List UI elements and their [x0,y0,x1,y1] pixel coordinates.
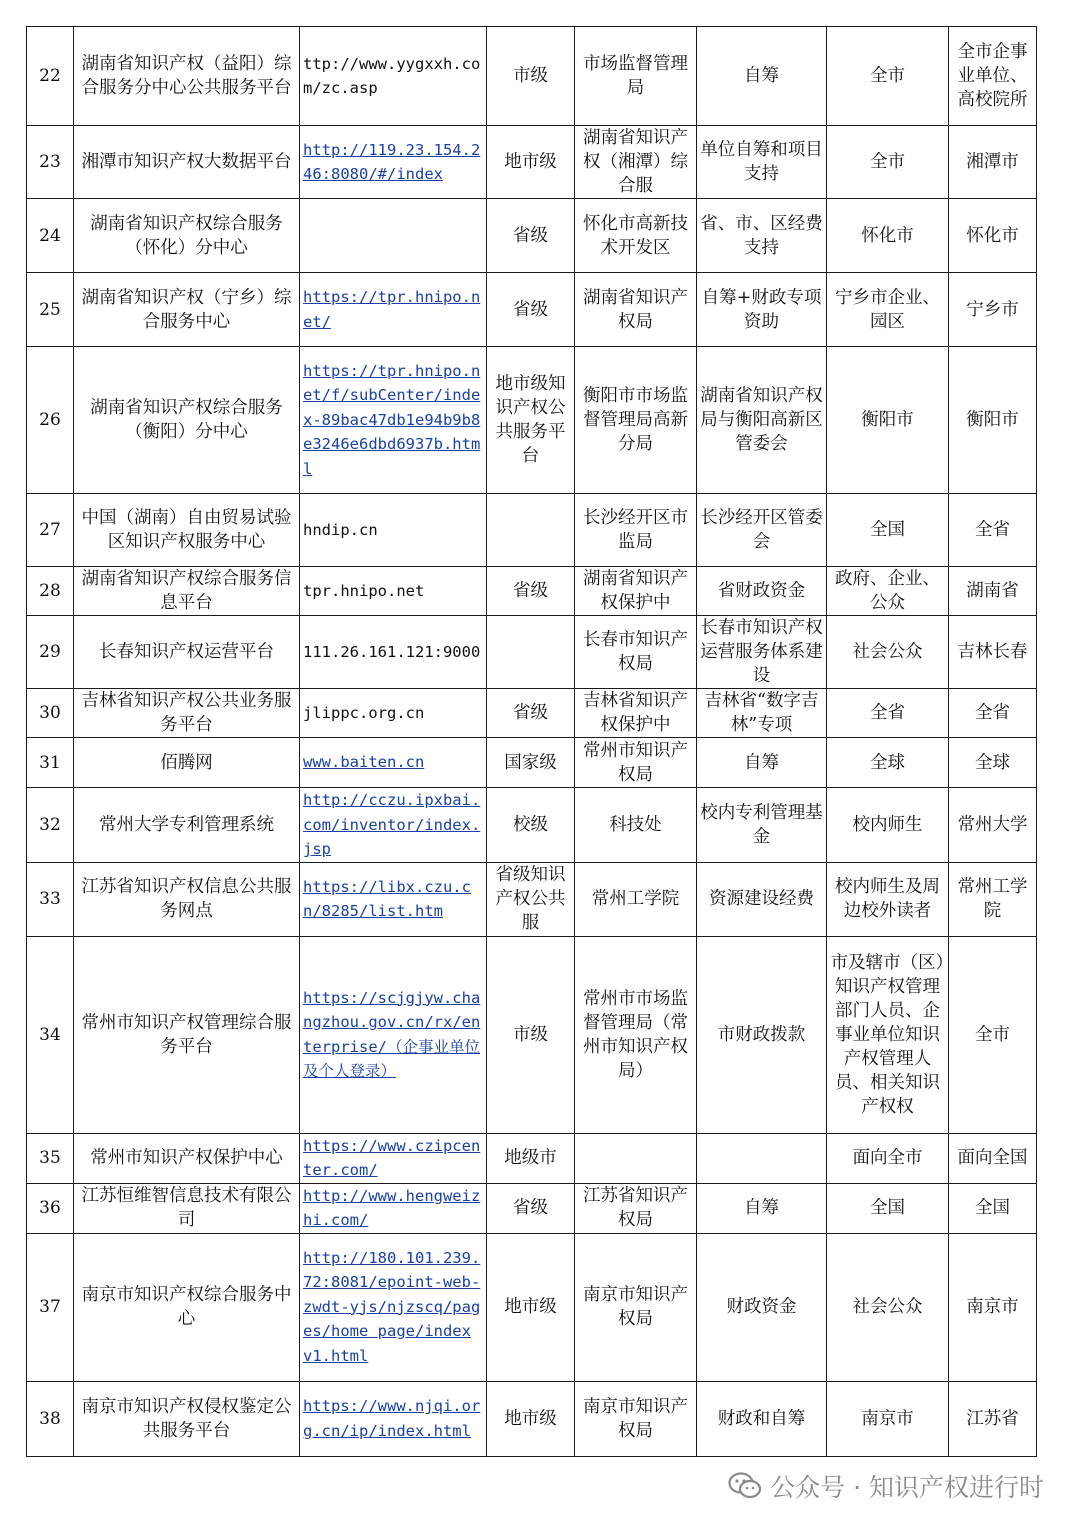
row-number-cell: 25 [27,273,74,347]
level-cell: 市级 [487,27,575,126]
level-cell: 省级 [487,567,575,616]
website-cell [300,1233,487,1381]
level-cell: 省级 [487,1183,575,1233]
website-link[interactable]: http://180.101.239.72:8081/epoint-web-zwdt-yjs/njzscq/pages/home page/index v1.html [303,1248,481,1365]
funding-cell: 自筹 [697,27,827,126]
watermark-text: 公众号 · 知识产权进行时 [770,1473,1044,1502]
service-scope-cell: 全省 [827,689,949,738]
row-number-cell: 28 [27,567,74,616]
table-row [27,273,1037,347]
website-link[interactable]: https://scjgjyw.changzhou.gov.cn/rx/enterprise/（企事业单位及个人登录） [303,988,481,1080]
website-cell [300,567,487,616]
platform-table [26,26,1037,1457]
table-row [27,1183,1037,1233]
service-scope-cell: 南京市 [827,1381,949,1456]
service-scope-cell: 全球 [827,738,949,788]
funding-cell: 财政资金 [697,1233,827,1381]
coverage-cell: 全省 [949,689,1037,738]
organizer-cell: 吉林省知识产权保护中 [575,689,697,738]
funding-cell: 财政和自筹 [697,1381,827,1456]
website-text: ttp://www.yygxxh.com/zc.asp [303,54,481,97]
organizer-cell: 南京市知识产权局 [575,1233,697,1381]
table-row [27,689,1037,738]
platform-name-cell: 常州大学专利管理系统 [74,788,300,863]
website-cell [300,347,487,494]
row-number-cell: 24 [27,199,74,273]
website-link[interactable]: www.baiten.cn [303,753,425,772]
table-row [27,1133,1037,1183]
funding-cell: 单位自筹和项目支持 [697,126,827,199]
table-row [27,936,1037,1133]
coverage-cell: 衡阳市 [949,347,1037,494]
organizer-cell: 湖南省知识产权保护中 [575,567,697,616]
platform-name-cell: 湘潭市知识产权大数据平台 [74,126,300,199]
service-scope-cell: 政府、企业、公众 [827,567,949,616]
level-cell [487,494,575,567]
organizer-cell: 科技处 [575,788,697,863]
website-link[interactable]: https://www.njqi.org.cn/ip/index.html [303,1397,481,1440]
service-scope-cell: 衡阳市 [827,347,949,494]
platform-name-cell: 佰腾网 [74,738,300,788]
row-number-cell: 27 [27,494,74,567]
row-number-cell: 26 [27,347,74,494]
level-cell: 国家级 [487,738,575,788]
table-row [27,1381,1037,1456]
service-scope-cell: 校内师生及周边校外读者 [827,862,949,936]
funding-cell: 市财政拨款 [697,936,827,1133]
row-number-cell: 29 [27,616,74,689]
organizer-cell: 市场监督管理局 [575,27,697,126]
website-cell [300,616,487,689]
website-cell [300,1381,487,1456]
funding-cell: 自筹 [697,738,827,788]
coverage-cell: 面向全国 [949,1133,1037,1183]
funding-cell: 资源建设经费 [697,862,827,936]
coverage-cell: 湖南省 [949,567,1037,616]
coverage-cell: 全国 [949,1183,1037,1233]
website-text: 111.26.161.121:9000 [303,642,481,661]
website-cell [300,862,487,936]
website-link[interactable]: https://tpr.hnipo.net/f/subCenter/index-89bac47db1e94b9b8e3246e6dbd6937b.html [303,361,481,478]
service-scope-cell: 宁乡市企业、园区 [827,273,949,347]
coverage-cell: 江苏省 [949,1381,1037,1456]
organizer-cell: 常州市知识产权局 [575,738,697,788]
level-cell: 省级 [487,689,575,738]
table-row [27,347,1037,494]
table-row [27,494,1037,567]
platform-name-cell: 长春知识产权运营平台 [74,616,300,689]
website-link[interactable]: http://www.hengweizhi.com/ [303,1186,481,1229]
row-number-cell: 32 [27,788,74,863]
row-number-cell: 22 [27,27,74,126]
level-cell: 地级市 [487,1133,575,1183]
service-scope-cell: 市及辖市（区）知识产权管理部门人员、企事业单位知识产权管理人员、相关知识产权权 [827,936,949,1133]
organizer-cell: 湖南省知识产权局 [575,273,697,347]
website-cell [300,27,487,126]
coverage-cell: 全球 [949,738,1037,788]
funding-cell: 省财政资金 [697,567,827,616]
row-number-cell: 31 [27,738,74,788]
funding-cell: 吉林省“数字吉林”专项 [697,689,827,738]
website-link[interactable]: http://cczu.ipxbai.com/inventor/index.jsp [303,791,481,858]
funding-cell: 校内专利管理基金 [697,788,827,863]
level-cell: 省级 [487,273,575,347]
organizer-cell: 怀化市高新技术开发区 [575,199,697,273]
coverage-cell: 宁乡市 [949,273,1037,347]
watermark [728,1466,1044,1506]
organizer-cell: 衡阳市市场监督管理局高新分局 [575,347,697,494]
service-scope-cell: 怀化市 [827,199,949,273]
service-scope-cell: 校内师生 [827,788,949,863]
row-number-cell: 36 [27,1183,74,1233]
website-link[interactable]: https://www.czipcenter.com/ [303,1136,481,1179]
platform-name-cell: 湖南省知识产权综合服务信息平台 [74,567,300,616]
level-cell: 地市级 [487,126,575,199]
row-number-cell: 33 [27,862,74,936]
coverage-cell: 怀化市 [949,199,1037,273]
website-text: hndip.cn [303,520,378,539]
funding-cell: 自筹 [697,1183,827,1233]
organizer-cell: 长春市知识产权局 [575,616,697,689]
organizer-cell [575,1133,697,1183]
row-number-cell: 38 [27,1381,74,1456]
table-row [27,1233,1037,1381]
coverage-cell: 全市企事业单位、高校院所 [949,27,1037,126]
organizer-cell: 南京市知识产权局 [575,1381,697,1456]
organizer-cell: 湖南省知识产权（湘潭）综合服 [575,126,697,199]
platform-name-cell: 湖南省知识产权综合服务（衡阳）分中心 [74,347,300,494]
coverage-cell: 全市 [949,936,1037,1133]
platform-name-cell: 常州市知识产权保护中心 [74,1133,300,1183]
website-link[interactable]: https://tpr.hnipo.net/ [303,288,481,331]
platform-name-cell: 南京市知识产权侵权鉴定公共服务平台 [74,1381,300,1456]
table-row [27,27,1037,126]
website-cell [300,273,487,347]
website-cell [300,689,487,738]
row-number-cell: 30 [27,689,74,738]
row-number-cell: 34 [27,936,74,1133]
level-cell: 校级 [487,788,575,863]
table-row [27,788,1037,863]
coverage-cell: 南京市 [949,1233,1037,1381]
level-cell: 市级 [487,936,575,1133]
level-cell: 地市级 [487,1381,575,1456]
row-number-cell: 35 [27,1133,74,1183]
coverage-cell: 吉林长春 [949,616,1037,689]
coverage-cell: 湘潭市 [949,126,1037,199]
website-text: tpr.hnipo.net [303,581,425,600]
table-row [27,126,1037,199]
service-scope-cell: 全国 [827,1183,949,1233]
website-link[interactable]: https://libx.czu.cn/8285/list.htm [303,877,471,920]
service-scope-cell: 全市 [827,27,949,126]
table-row [27,616,1037,689]
platform-name-cell: 江苏省知识产权信息公共服务网点 [74,862,300,936]
platform-name-cell: 湖南省知识产权综合服务（怀化）分中心 [74,199,300,273]
website-cell [300,494,487,567]
website-link[interactable]: http://119.23.154.246:8080/#/index [303,140,481,183]
level-cell [487,616,575,689]
table-row [27,738,1037,788]
platform-name-cell: 湖南省知识产权（宁乡）综合服务中心 [74,273,300,347]
website-cell [300,1183,487,1233]
service-scope-cell: 社会公众 [827,616,949,689]
organizer-cell: 江苏省知识产权局 [575,1183,697,1233]
table-row [27,567,1037,616]
level-cell: 地市级知识产权公共服务平台 [487,347,575,494]
coverage-cell: 常州大学 [949,788,1037,863]
level-cell: 地市级 [487,1233,575,1381]
service-scope-cell: 面向全市 [827,1133,949,1183]
service-scope-cell: 全市 [827,126,949,199]
coverage-cell: 全省 [949,494,1037,567]
service-scope-cell: 全国 [827,494,949,567]
organizer-cell: 长沙经开区市监局 [575,494,697,567]
table-row [27,862,1037,936]
website-cell [300,1133,487,1183]
platform-name-cell: 中国（湖南）自由贸易试验区知识产权服务中心 [74,494,300,567]
platform-name-cell: 湖南省知识产权（益阳）综合服务分中心公共服务平台 [74,27,300,126]
website-cell [300,788,487,863]
funding-cell: 自筹+财政专项资助 [697,273,827,347]
service-scope-cell: 社会公众 [827,1233,949,1381]
funding-cell [697,1133,827,1183]
table-row [27,199,1037,273]
funding-cell: 长沙经开区管委会 [697,494,827,567]
organizer-cell: 常州工学院 [575,862,697,936]
platform-name-cell: 常州市知识产权管理综合服务平台 [74,936,300,1133]
wechat-icon [728,1471,762,1501]
funding-cell: 湖南省知识产权局与衡阳高新区管委会 [697,347,827,494]
website-cell [300,126,487,199]
website-text: jlippc.org.cn [303,703,425,722]
funding-cell: 省、市、区经费支持 [697,199,827,273]
row-number-cell: 23 [27,126,74,199]
website-cell [300,936,487,1133]
platform-name-cell: 南京市知识产权综合服务中心 [74,1233,300,1381]
funding-cell: 长春市知识产权运营服务体系建设 [697,616,827,689]
website-cell [300,738,487,788]
level-cell: 省级知识产权公共服 [487,862,575,936]
row-number-cell: 37 [27,1233,74,1381]
organizer-cell: 常州市市场监督管理局（常州市知识产权局） [575,936,697,1133]
platform-name-cell: 吉林省知识产权公共业务服务平台 [74,689,300,738]
platform-name-cell: 江苏恒维智信息技术有限公司 [74,1183,300,1233]
level-cell: 省级 [487,199,575,273]
website-cell [300,199,487,273]
coverage-cell: 常州工学院 [949,862,1037,936]
